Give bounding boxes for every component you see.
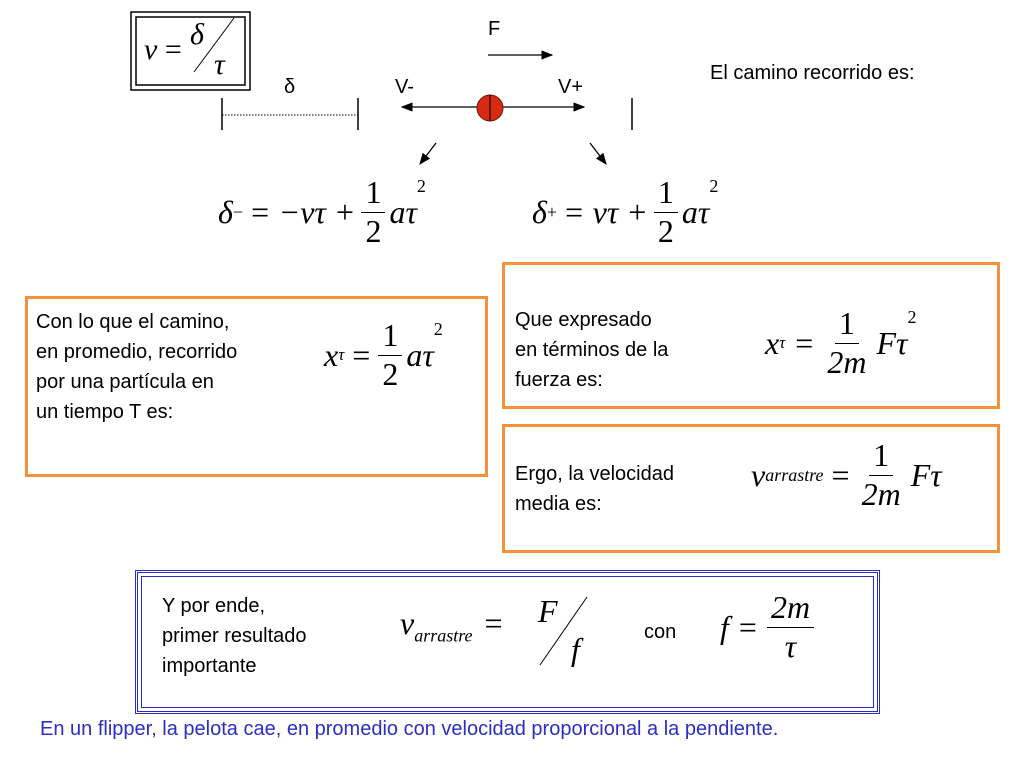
- text-line: Ergo, la velocidad: [515, 463, 674, 485]
- formula-eq: =: [164, 33, 182, 66]
- formula-lhs: x: [765, 324, 780, 361]
- down-right-arrow: [590, 143, 606, 164]
- formula-f-definition: [720, 591, 814, 663]
- text-line: media es:: [515, 493, 602, 515]
- fraction-num: 1: [835, 307, 859, 344]
- formula-exp: 2: [433, 319, 443, 339]
- footer-conclusion: En un flipper, la pelota cae, en promedio con velocidad proporcional a la pendiente.: [40, 718, 779, 740]
- formula-fraction: [858, 439, 905, 511]
- box-force-expression: [502, 262, 1000, 409]
- tau-denominator: τ: [214, 48, 225, 81]
- fraction-den: τ: [784, 627, 797, 664]
- eq-plus-lhs: δ: [532, 193, 547, 230]
- formula-x-tau: [324, 319, 443, 391]
- fraction-den: 2: [382, 355, 399, 392]
- text-line: importante: [162, 655, 257, 677]
- con-label: con: [644, 621, 677, 643]
- box-main-result: [135, 570, 880, 714]
- eq-minus-rhs: = −vτ +: [249, 193, 356, 230]
- formula-sub: arrastre: [414, 625, 473, 646]
- eq-plus-rhs: = vτ +: [563, 193, 648, 230]
- eq-plus-exp: 2: [709, 176, 719, 196]
- formula-fraction: [767, 591, 814, 663]
- box-main-result-text: [162, 591, 372, 681]
- formula-eq: =: [484, 605, 503, 641]
- formula-lhs: x: [324, 336, 339, 373]
- formula-tail: Fτ: [910, 456, 942, 493]
- formula-sub: τ: [338, 345, 345, 365]
- eq-minus-fraction: [361, 176, 385, 248]
- formula-tail: aτ: [406, 336, 434, 373]
- text-line: Que expresado: [515, 309, 652, 331]
- eq-minus-lhs: δ: [218, 193, 233, 230]
- fraction-den: 2m: [827, 343, 867, 380]
- eq-plus-fraction: [654, 176, 678, 248]
- delta-label: δ: [284, 76, 296, 98]
- path-heading: El camino recorrido es:: [710, 62, 915, 84]
- formula-exp: 2: [907, 307, 917, 327]
- eq-plus-den: 2: [657, 212, 674, 249]
- delta-numerator: δ: [190, 18, 204, 51]
- box-mean-velocity: [502, 424, 1000, 553]
- velocity-definition: [144, 33, 182, 67]
- formula-lhs: f: [720, 608, 729, 645]
- fraction-num: 1: [378, 319, 402, 356]
- formula-eq: =: [795, 324, 814, 361]
- eq-minus-tail: aτ: [389, 193, 417, 230]
- text-line: un tiempo T es:: [36, 401, 174, 423]
- formula-sub: arrastre: [765, 464, 824, 485]
- equation-delta-plus: [532, 176, 718, 248]
- text-line: Con lo que el camino,: [36, 311, 230, 333]
- box-mean-velocity-text: [515, 459, 735, 519]
- fraction-den: 2m: [861, 475, 901, 512]
- formula-v: v: [144, 33, 158, 66]
- down-left-arrow: [420, 143, 436, 164]
- eq-minus-num: 1: [361, 176, 385, 213]
- text-line: primer resultado: [162, 625, 307, 647]
- formula-fraction: [378, 319, 402, 391]
- text-line: en términos de la: [515, 339, 669, 361]
- formula-f-denominator: f: [571, 631, 580, 667]
- formula-eq: =: [738, 608, 757, 645]
- eq-minus-exp: 2: [416, 176, 426, 196]
- force-label: F: [488, 18, 501, 40]
- formula-lhs: v: [751, 456, 766, 493]
- v-plus-label: V+: [558, 76, 584, 98]
- box-force-text: [515, 305, 735, 395]
- formula-v-arrastre-result: [400, 605, 507, 646]
- formula-lhs: v: [400, 605, 415, 641]
- box-average-path-text: [36, 307, 296, 427]
- fraction-num: 2m: [767, 591, 814, 628]
- formula-tail: Fτ: [876, 324, 908, 361]
- eq-plus-tail: aτ: [681, 193, 710, 230]
- formula-fraction: [823, 307, 870, 379]
- text-line: fuerza es:: [515, 369, 603, 391]
- eq-plus-num: 1: [654, 176, 678, 213]
- formula-F-numerator: F: [538, 593, 558, 629]
- fraction-num: 1: [869, 439, 893, 476]
- formula-sub: τ: [779, 333, 786, 353]
- formula-x-tau-force: [765, 307, 916, 379]
- eq-plus-sub: +: [546, 201, 558, 222]
- formula-eq: =: [352, 336, 371, 373]
- eq-minus-sub: −: [232, 201, 244, 222]
- v-minus-label: V-: [395, 76, 414, 98]
- equation-delta-minus: [218, 176, 426, 248]
- eq-minus-den: 2: [365, 212, 382, 249]
- box-average-path: [25, 296, 488, 477]
- formula-v-arrastre: [751, 439, 942, 511]
- formula-eq: =: [831, 456, 850, 493]
- text-line: por una partícula en: [36, 371, 214, 393]
- text-line: en promedio, recorrido: [36, 341, 238, 363]
- text-line: Y por ende,: [162, 595, 266, 617]
